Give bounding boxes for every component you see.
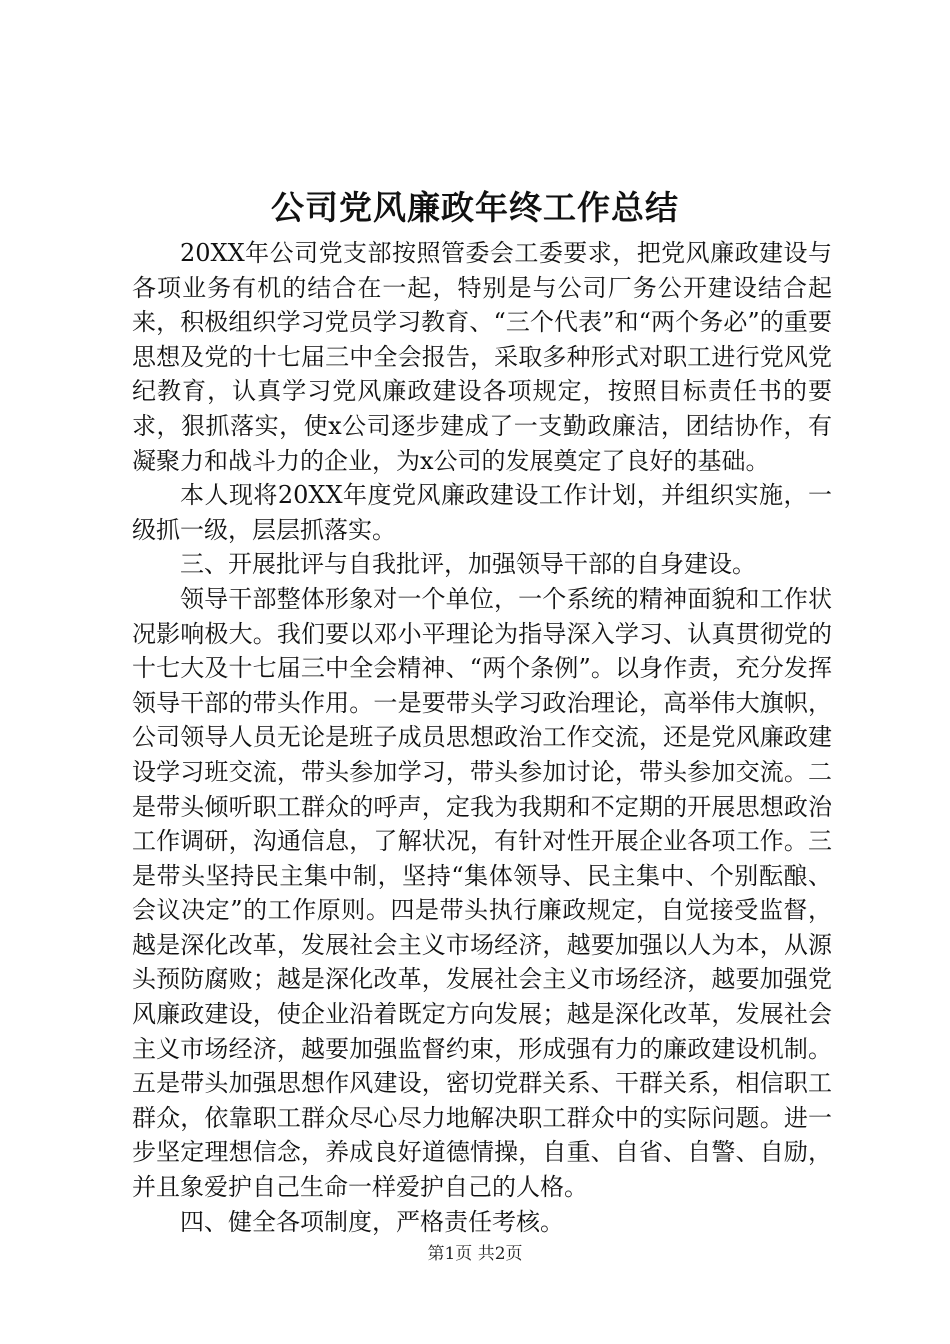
section-heading-three: 三、开展批评与自我批评，加强领导干部的自身建设。 bbox=[180, 550, 756, 579]
section-heading-four: 四、健全各项制度，严格责任考核。 bbox=[180, 1207, 564, 1236]
paragraph-leadership: 领导干部整体形象对一个单位，一个系统的精神面貌和工作状况影响极大。我们要以邓小平理论为指导深入学习、认真贯彻党的十七大及十七届三中全会精神、“两个条例”。以身作责，充分发挥领导干部的带头作用。一是要带头学习政治理论，高举伟大旗帜，公司领导人员无论是班子成员思想政治工作交流，还是党风廉政建设学习班交流，带头参加学习，带头参加讨论，带头参加交流。二是带头倾听职工群众的呼声，定我为我期和不定期的开展思想政治工作调研，沟通信息，了解状况，有针对性开展企业各项工作。三是带头坚持民主集中制，坚持“集体领导、民主集中、个别酝酿、会议决定”的工作原则。四是带头执行廉政规定，自觉接受监督，越是深化改革，发展社会主义市场经济，越要加强以人为本，从源头预防腐败；越是深化改革，发展社会主义市场经济，越要加强党风廉政建设，使企业沿着既定方向发展；越是深化改革，发展社会主义市场经济，越要加强监督约束，形成强有力的廉政建设机制。五是带头加强思想作风建设，密切党群关系、干群关系，相信职工群众，依靠职工群众尽心尽力地解决职工群众中的实际问题。进一步坚定理想信念，养成良好道德情操，自重、自省、自警、自励，并且象爱护自己生命一样爱护自己的人格。 bbox=[132, 584, 832, 1202]
paragraph-plan: 本人现将20XX年度党风廉政建设工作计划，并组织实施，一级抓一级，层层抓落实。 bbox=[132, 481, 832, 544]
page-footer: 第1页 共2页 bbox=[427, 1244, 523, 1264]
document-body bbox=[132, 236, 832, 1239]
paragraph-intro: 20XX年公司党支部按照管委会工委要求，把党风廉政建设与各项业务有机的结合在一起，特别是与公司厂务公开建设结合起来，积极组织学习党员学习教育、“三个代表”和“两个务必”的重要思想及党的十七届三中全会报告，采取多种形式对职工进行党风党纪教育，认真学习党风廉政建设各项规定，按照目标责任书的要求，狠抓落实，使x公司逐步建成了一支勤政廉洁，团结协作，有凝聚力和战斗力的企业，为x公司的发展奠定了良好的基础。 bbox=[132, 239, 832, 475]
document-title: 公司党风廉政年终工作总结 bbox=[271, 188, 679, 227]
